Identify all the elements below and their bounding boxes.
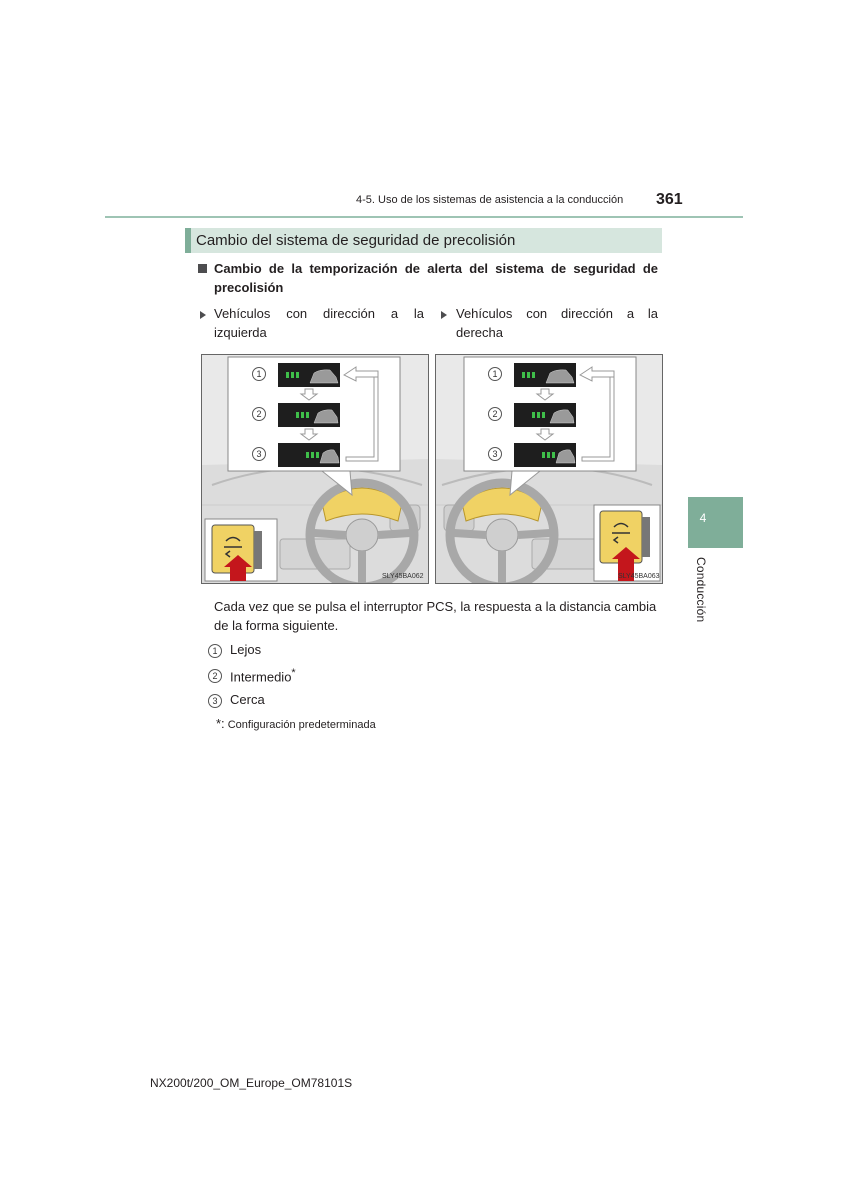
figure-code: SLY45BA062 [382,573,424,580]
item-3-marker-icon: 3 [208,694,222,708]
triangle-bullet-icon [200,311,206,319]
square-bullet-icon [198,264,207,273]
running-header: 4-5. Uso de los sistemas de asistencia a la conducción [356,194,624,206]
marker-3-icon: 3 [488,447,502,461]
figure-right-hand-drive [435,354,663,584]
marker-1-icon: 1 [488,367,502,381]
footnote-text: Configuración predeterminada [227,719,376,731]
body-paragraph: Cada vez que se pulsa el interruptor PCS, la respuesta a la distancia cambia de la forma siguiente. [214,599,657,633]
footnote-mark: *: [216,716,225,731]
default-asterisk: * [291,667,296,679]
footnote [216,716,376,731]
dashboard-illustration [202,355,428,583]
figure-code: SLY45BA063 [618,573,660,580]
figure-left-hand-drive [201,354,429,584]
marker-2-icon: 2 [488,407,502,421]
item-3-label: Cerca [230,692,265,707]
page-number: 361 [656,191,683,208]
item-2-marker-icon: 2 [208,669,222,683]
marker-2-icon: 2 [252,407,266,421]
marker-1-icon: 1 [252,367,266,381]
item-1-label: Lejos [230,642,262,657]
subbullet-left: Vehículos con dirección a la izquierda [214,306,424,340]
section-title: Cambio del sistema de seguridad de precolisión [196,232,516,249]
triangle-bullet-icon [441,311,447,319]
item-2 [230,667,296,684]
subbullet-right: Vehículos con dirección a la derecha [456,306,658,340]
item-1-marker-icon: 1 [208,644,222,658]
bullet-heading: Cambio de la temporización de alerta del sistema de seguridad de precolisión [214,261,658,295]
item-2-label: Intermedio [230,669,292,685]
chapter-number: 4 [699,511,707,525]
header-rule [105,216,743,218]
marker-3-icon: 3 [252,447,266,461]
document-code-footer: NX200t/200_OM_Europe_OM78101S [150,1076,353,1090]
chapter-label: Conducción [694,557,708,623]
dashboard-illustration [436,355,662,583]
